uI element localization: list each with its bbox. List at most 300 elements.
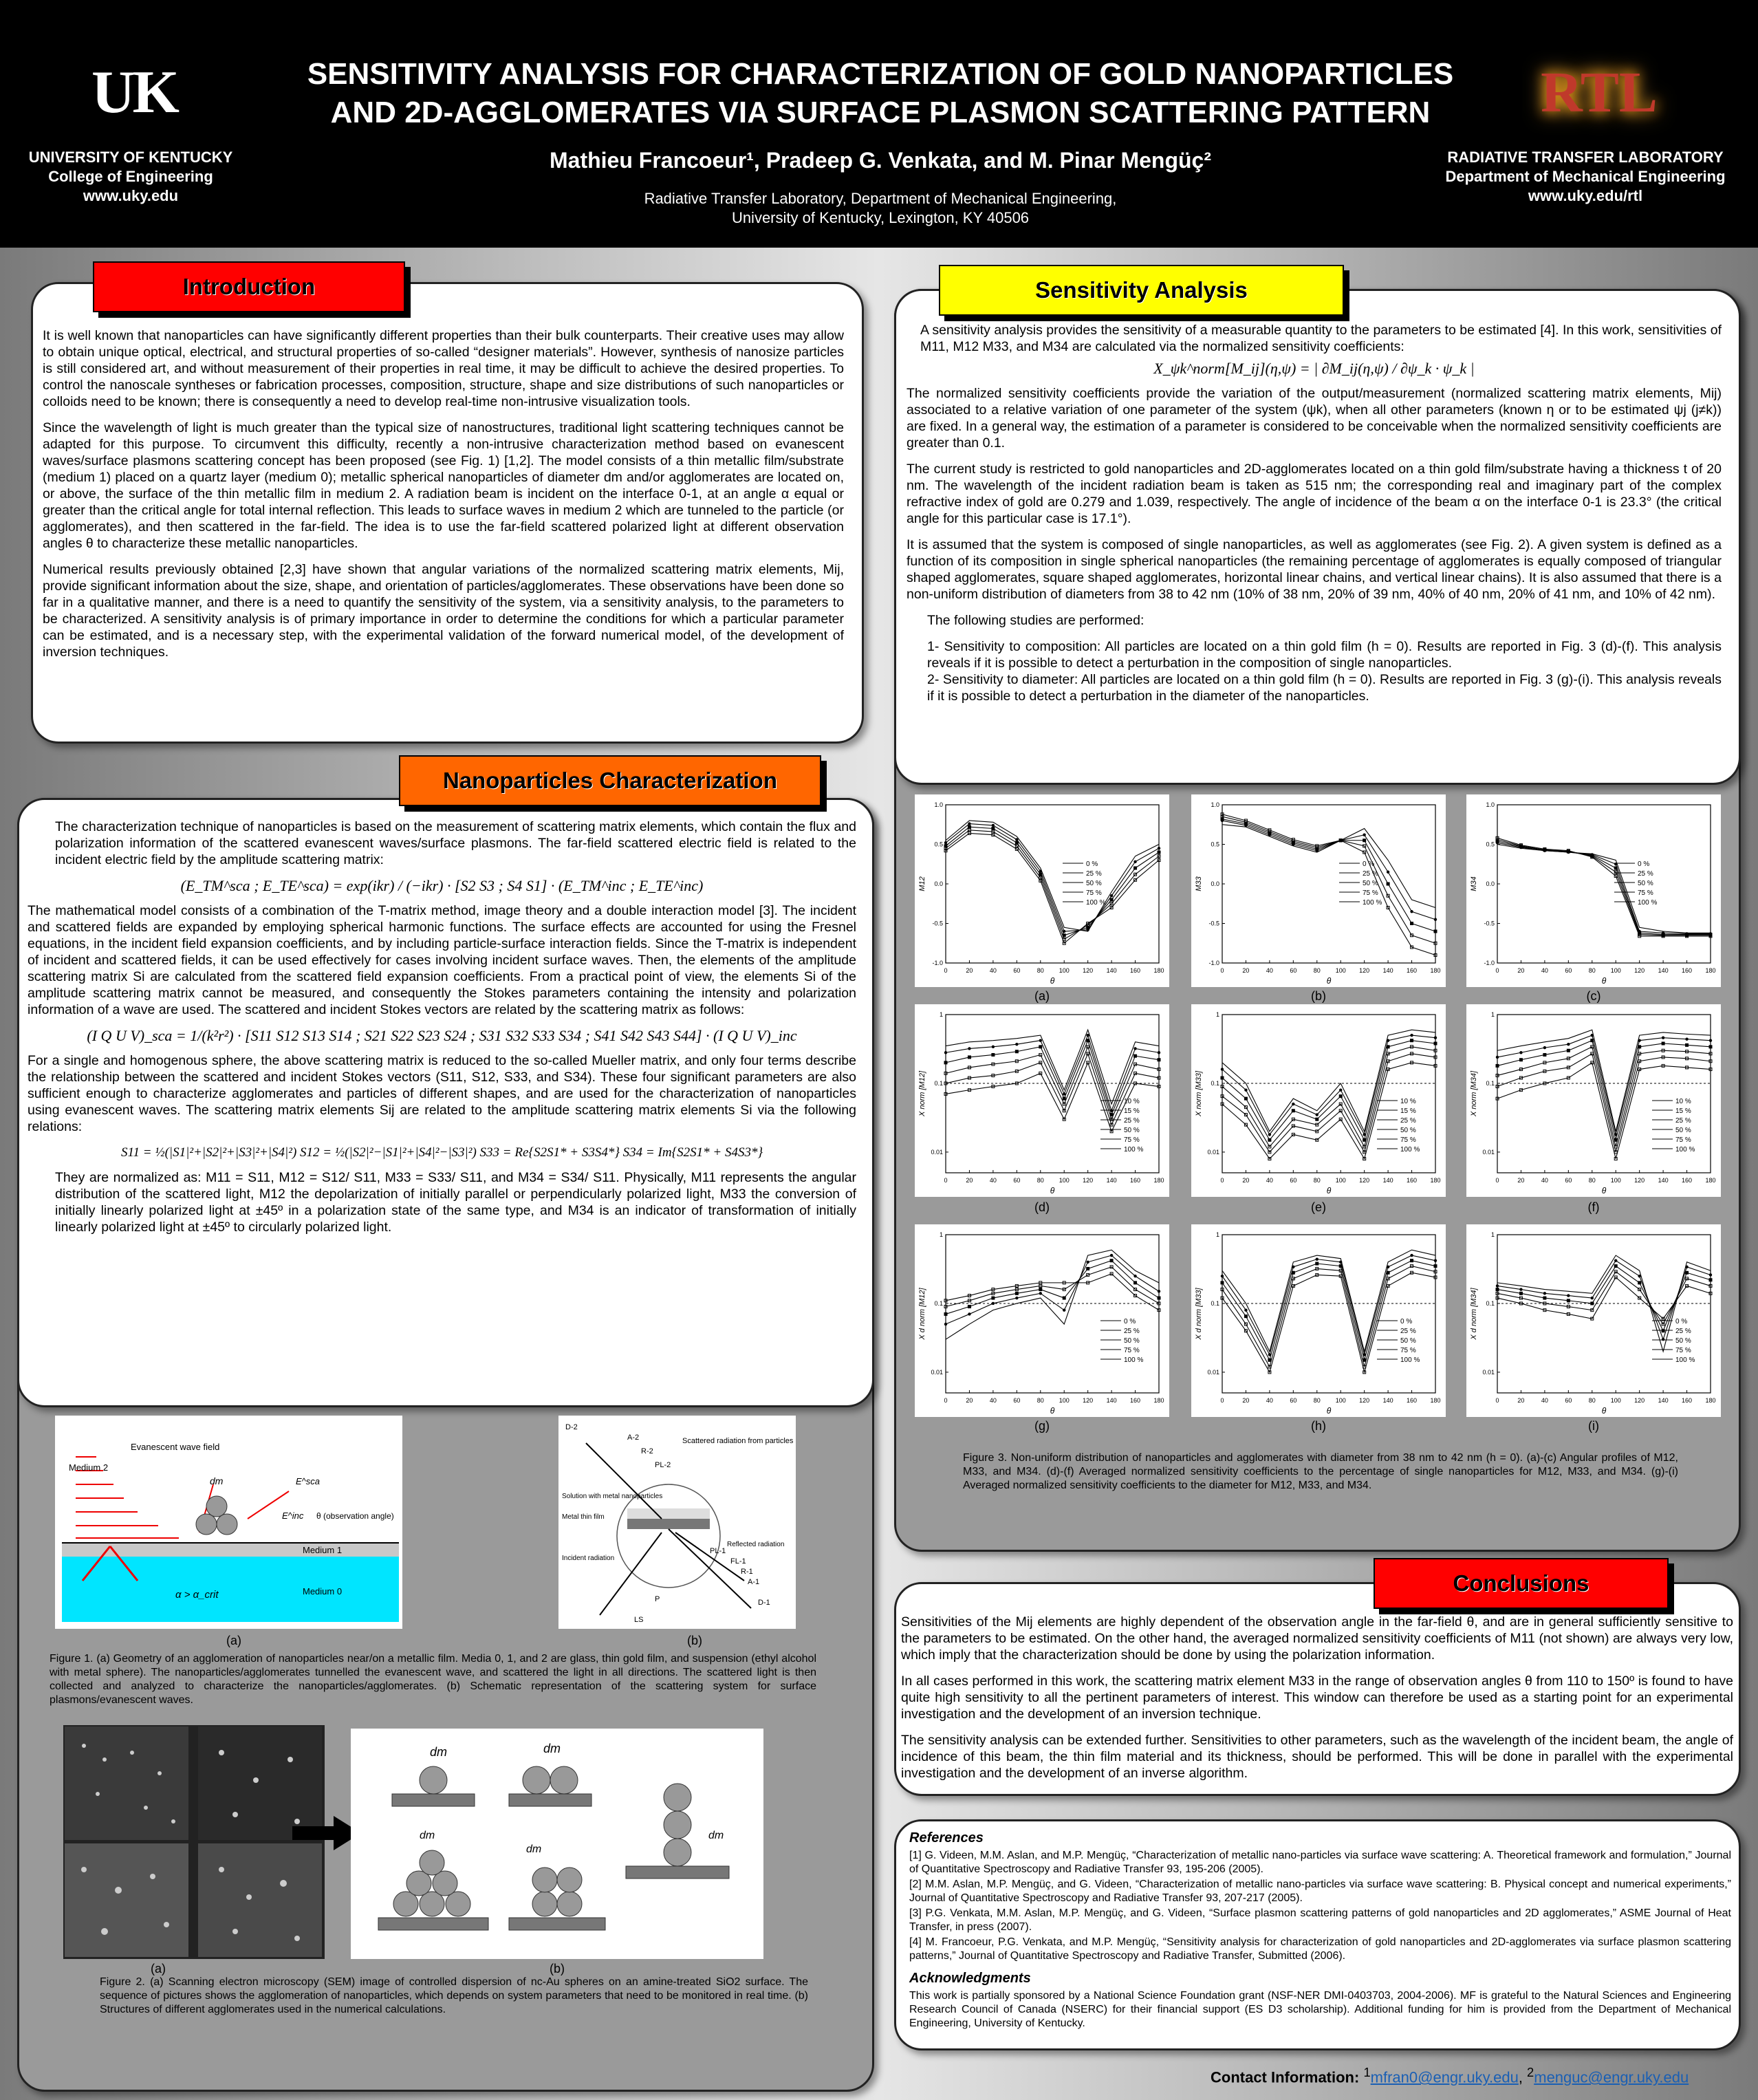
medium0-label: Medium 0 (303, 1586, 343, 1596)
figure-1b (558, 1416, 796, 1629)
einc-label: E^inc (282, 1511, 304, 1521)
y-tick-label: 0.01 (1482, 1368, 1495, 1376)
chart-i (1466, 1224, 1721, 1417)
x-tick-label: 0 (1495, 1177, 1499, 1184)
plot-a (915, 794, 1169, 987)
figure-2a-label: (a) (151, 1962, 166, 1975)
series-line (1222, 816, 1435, 943)
x-tick-label: 140 (1106, 1177, 1117, 1184)
x-tick-label: 180 (1153, 967, 1164, 974)
data-point (992, 827, 995, 830)
y-axis-label: X d norm [M34] (1470, 1288, 1478, 1340)
x-tick-label: 60 (1290, 1177, 1297, 1184)
y-axis-label: M12 (918, 876, 926, 891)
y-tick-label: 1 (939, 1011, 943, 1018)
authors: Mathieu Francoeur¹, Pradeep G. Venkata, and M. Pinar Mengüç² (550, 148, 1211, 173)
affiliation-line: Radiative Transfer Laboratory, Department of Mechanical Engineering, (644, 190, 1117, 207)
data-point (1221, 1068, 1224, 1070)
legend-label: 75 % (1363, 889, 1378, 897)
fig1b-label: FL-1 (730, 1557, 746, 1566)
x-tick-label: 20 (1517, 967, 1525, 974)
reference-item: [3] P.G. Venkata, M.M. Aslan, M.P. Mengüç, and G. Videen, “Surface plasmon scattering patterns of gold nanoparticles and 2D agglomerates,” ASME Journal of Heat Transfer, in press (2007). (909, 1907, 1731, 1933)
legend-label: 75 % (1086, 889, 1102, 897)
data-point (1363, 1358, 1366, 1361)
rtl-logo: RTL (1541, 61, 1658, 125)
legend-label: 10 % (1400, 1098, 1416, 1105)
data-point (968, 1306, 970, 1308)
x-tick-label: 80 (1037, 1177, 1044, 1184)
fig1b-label: PL-2 (655, 1461, 671, 1469)
dm-label: dm (210, 1475, 224, 1486)
data-point (968, 1312, 970, 1315)
data-point (1614, 863, 1617, 865)
scattering-relations-equation: S11 = ½(|S1|²+|S2|²+|S3|²+|S4|²) S12 = ½(|S2|²−|S1|²+|S4|²−|S3|²) S33 = Re{S2S1* + S3S4*} S34 = Im{S2S1* + S4S3*} (120, 1145, 763, 1160)
poster-title (289, 55, 1472, 132)
x-tick-label: 140 (1658, 1177, 1669, 1184)
uk-logo: UK (91, 59, 177, 126)
series-line (1222, 825, 1435, 908)
x-tick-label: 20 (966, 967, 973, 974)
series-line (1222, 1030, 1435, 1132)
legend-label: 100 % (1400, 1146, 1420, 1154)
x-tick-label: 120 (1359, 1397, 1370, 1404)
series-line (1222, 814, 1435, 955)
header (0, 0, 1758, 248)
data-point (1614, 867, 1617, 869)
concl-paragraph: In all cases performed in this work, the scattering matrix element M33 in the range of observation angles θ from 110 to 150º is found to have quite high sensitivity to all the pertinent parameters of interest. This window can therefore be used as a starting point for an experimental investigation and the development of an inversion technique. (901, 1674, 1733, 1722)
reference-item: [2] M.M. Aslan, M.P. Mengüç, and G. Videen, “Characterization of metallic nano-particles via surface wave scattering: B. Physical concept and numerical experiments,” Journal of Quantitative Spectroscopy and Radiative Transfer 93, 207-217 (2005). (909, 1879, 1731, 1904)
legend-label: 100 % (1675, 1146, 1695, 1154)
data-point (1686, 1043, 1689, 1046)
sensitivity-text (907, 322, 1722, 714)
x-tick-label: 160 (1682, 967, 1693, 974)
x-tick-label: 60 (1565, 1177, 1572, 1184)
data-point (1363, 834, 1365, 836)
x-tick-label: 180 (1430, 1397, 1441, 1404)
left-institution-line: College of Engineering (48, 168, 213, 185)
affiliation-line: University of Kentucky, Lexington, KY 40506 (731, 209, 1030, 226)
chart-e (1191, 1004, 1446, 1197)
series-line (946, 1274, 1159, 1310)
medium0-layer (62, 1557, 399, 1622)
data-point (1110, 1259, 1113, 1262)
legend-label: 15 % (1400, 1107, 1416, 1115)
legend-label: 25 % (1675, 1117, 1691, 1125)
x-tick-label: 80 (1037, 967, 1044, 974)
data-point (1158, 1297, 1160, 1299)
acknowledgments-text: This work is partially sponsored by a National Science Foundation grant (NSF-NER DMI-0403703, 2004-2006). MF is grateful to the Natural Sciences and Engineering Research Council of Canada (NSERC) for their financial support (ES D3 scholarship). Additional funding for him is provided from the Department of Mechanical Engineering, University of Kentucky. (909, 1990, 1731, 2029)
y-axis-label: M33 (1195, 876, 1203, 891)
x-tick-label: 80 (1588, 1177, 1596, 1184)
data-point (944, 1323, 947, 1325)
x-tick-label: 20 (1242, 967, 1250, 974)
sens-paragraph: It is assumed that the system is composed of single nanoparticles, as well as agglomerates (see Fig. 2). A given system is defined as a function of its composition in single spherical nanoparticles (the remaining percentage of agglomerates is equally composed of triangular shaped agglomerates, square shaped agglomerates, horizontal linear chains, and vertical linear chains). It is also assumed that there is a non-uniform distribution of diameters from 38 to 42 nm (10% of 38 nm, 20% of 39 nm, 40% of 40 nm, 20% of 41 nm, and 10% of 42 nm). (907, 537, 1722, 602)
x-tick-label: 60 (1565, 1397, 1572, 1404)
data-point (1316, 1118, 1318, 1121)
legend-label: 25 % (1638, 870, 1653, 878)
legend-label: 75 % (1675, 1136, 1691, 1144)
x-tick-label: 160 (1407, 967, 1418, 974)
x-tick-label: 120 (1634, 1397, 1645, 1404)
x-tick-label: 160 (1682, 1177, 1693, 1184)
legend-label: 100 % (1124, 1146, 1144, 1154)
x-axis-label: θ (1326, 1186, 1332, 1195)
x-tick-label: 120 (1634, 1177, 1645, 1184)
data-point (1614, 1259, 1617, 1262)
legend-label: 0 % (1638, 860, 1650, 868)
x-tick-label: 140 (1382, 1177, 1393, 1184)
fig1b-label: D-1 (758, 1599, 770, 1607)
figure-3-caption: Figure 3. Non-uniform distribution of nanoparticles and agglomerates with diameter from 38 nm to 42 nm (h = 0). (a)-(c) Angular profiles of M12, M33, and M34. (d)-(f) Averaged normalized sensitivity coefficients to the percentage of single nanoparticles for M12, M33, and M34. (g)-(i) Averaged normalized sensitivity coefficients to the diameter for M12, M33, and M34. (963, 1452, 1678, 1491)
data-point (1316, 1257, 1318, 1260)
sens-paragraph: 1- Sensitivity to composition: All particles are located on a thin gold film (h = 0). Results are reported in Fig. 3 (d)-(f). This analysis reveals if it is possible to detect a perturbation in the composition of single nanoparticles. (927, 639, 1722, 671)
plot-e (1191, 1004, 1446, 1197)
data-point (1387, 1266, 1389, 1268)
data-point (1039, 1292, 1042, 1295)
figure-2-caption: Figure 2. (a) Scanning electron microscopy (SEM) image of controlled dispersion of nc-Au spheres on an amine-treated SiO2 surface. The sequence of pictures shows the agglomeration of nanoparticles, which depends on system parameters that need to be monitored in real time. (b) Structures of different agglomerates used in the numerical calculations. (100, 1976, 808, 2015)
data-point (1133, 1275, 1136, 1277)
legend-label: 100 % (1086, 899, 1106, 907)
data-point (968, 825, 970, 828)
data-point (1567, 1294, 1570, 1297)
data-point (1086, 1034, 1089, 1037)
medium1-label: Medium 1 (303, 1545, 343, 1555)
plot-frame (946, 805, 1159, 963)
legend-label: 50 % (1363, 880, 1378, 887)
fig1b-label: Reflected radiation (727, 1541, 785, 1548)
chart-g (915, 1224, 1169, 1417)
series-line (946, 830, 1159, 940)
particle (206, 1496, 227, 1517)
x-tick-label: 0 (1220, 1177, 1224, 1184)
conclusions-text (901, 1614, 1733, 1791)
figure-1b-diagram (558, 1416, 796, 1629)
contact-email-2[interactable]: menguc@engr.uky.edu (1534, 2068, 1689, 2086)
x-axis-label: θ (1050, 976, 1055, 986)
x-tick-label: 0 (944, 1397, 948, 1404)
alpha-rule: α > α_crit (175, 1589, 219, 1601)
x-axis-label: θ (1050, 1406, 1055, 1416)
data-point (1567, 1299, 1570, 1302)
data-point (1434, 1037, 1437, 1039)
chart-h (1191, 1224, 1446, 1417)
x-tick-label: 100 (1335, 967, 1346, 974)
legend-label: 0 % (1400, 1318, 1413, 1325)
x-tick-label: 140 (1382, 967, 1393, 974)
data-point (1339, 1265, 1342, 1268)
introduction-heading: Introduction (93, 261, 405, 312)
sem-images (63, 1725, 325, 1959)
data-point (1434, 1265, 1437, 1268)
legend-label: 100 % (1675, 1356, 1695, 1364)
particle (196, 1514, 217, 1535)
x-axis-label: θ (1601, 976, 1607, 986)
x-tick-label: 160 (1682, 1397, 1693, 1404)
data-point (968, 1056, 970, 1059)
data-point (1614, 1265, 1617, 1268)
data-point (1662, 1338, 1664, 1341)
x-tick-label: 20 (1242, 1397, 1250, 1404)
stokes-matrix-equation: (I Q U V)_sca = 1/(k²r²) · [S11 S12 S13 S14 ; S21 S22 S23 S24 ; S31 S32 S33 S34 ; S41 S42 S43 S44] · (I Q U V)_inc (87, 1027, 797, 1044)
data-point (1221, 1275, 1224, 1277)
series-line (946, 824, 1159, 931)
series-line (946, 827, 1159, 935)
data-point (992, 1297, 995, 1299)
data-point (992, 1302, 995, 1305)
dm-label: dm (526, 1843, 542, 1855)
data-point (1158, 1290, 1160, 1292)
acknowledgments-heading: Acknowledgments (909, 1971, 1031, 1986)
y-tick-label: 0.1 (1211, 1079, 1219, 1087)
data-point (1268, 1358, 1271, 1361)
legend-label: 15 % (1675, 1107, 1691, 1115)
y-tick-label: 0.0 (934, 880, 943, 887)
data-point (1614, 1138, 1617, 1141)
data-point (1434, 918, 1437, 921)
y-tick-label: 1 (1490, 1011, 1495, 1018)
fig1b-label: A-1 (748, 1578, 760, 1586)
intro-paragraph: It is well known that nanoparticles can have significantly different properties than their bulk counterparts. Their creative uses may allow to obtain unique optical, electrical, and structural properties of so-called “designer materials”. However, synthesis of nanosize particles is still considered art, and without measurement of their properties in real time, it may be difficult to achieve the desired properties. To control the nanoscale syntheses or fabrication processes, composition, structure, shape and size distributions of such nanoparticles or colloids need to be known; there is consequently a need to develop real-time non-intrusive visualization tools. (43, 328, 844, 409)
fig1b-label: Incident radiation (562, 1555, 615, 1562)
legend-label: 25 % (1675, 1328, 1691, 1335)
data-point (1292, 1103, 1294, 1105)
x-tick-label: 20 (1517, 1397, 1525, 1404)
x-tick-label: 100 (1610, 1177, 1621, 1184)
data-point (1411, 1039, 1413, 1042)
data-point (1685, 1266, 1688, 1268)
data-point (1221, 1076, 1224, 1079)
x-tick-label: 100 (1610, 1397, 1621, 1404)
legend-label: 10 % (1675, 1098, 1691, 1105)
data-point (1039, 1039, 1042, 1041)
right-institution (1424, 148, 1747, 206)
x-tick-label: 100 (1059, 1397, 1070, 1404)
data-point (1591, 1302, 1594, 1305)
data-point (1685, 1037, 1688, 1040)
data-point (1638, 1281, 1641, 1284)
metal-film (627, 1519, 710, 1529)
data-point (1519, 1292, 1522, 1295)
data-point (1015, 838, 1018, 841)
series-line (1497, 841, 1711, 935)
data-point (1063, 1308, 1065, 1311)
figure-1b-label: (b) (687, 1634, 702, 1647)
x-tick-label: 180 (1153, 1177, 1164, 1184)
legend-label: 100 % (1363, 899, 1382, 907)
x-tick-label: 0 (1495, 1397, 1499, 1404)
dm-label: dm (543, 1742, 561, 1755)
legend-label: 75 % (1400, 1136, 1416, 1144)
y-tick-label: 1.0 (1486, 801, 1495, 808)
y-tick-label: 0.5 (934, 841, 943, 848)
x-tick-label: 20 (1517, 1177, 1525, 1184)
x-tick-label: 40 (1266, 1397, 1273, 1404)
data-point (1086, 1261, 1089, 1264)
x-tick-label: 0 (1220, 1397, 1224, 1404)
x-tick-label: 0 (944, 967, 948, 974)
dm-label: dm (430, 1745, 448, 1759)
y-tick-label: 0.0 (1211, 880, 1219, 887)
data-point (1268, 1133, 1271, 1136)
x-tick-label: 120 (1359, 1177, 1370, 1184)
esca-label: E^sca (296, 1476, 321, 1486)
data-point (1411, 922, 1413, 925)
y-tick-label: 0.01 (931, 1368, 943, 1376)
data-point (1709, 1039, 1712, 1041)
particle (217, 1514, 237, 1535)
legend-label: 50 % (1675, 1127, 1691, 1134)
contact-email-1[interactable]: mfran0@engr.uky.edu (1370, 2068, 1519, 2086)
x-axis-label: θ (1601, 1406, 1607, 1416)
figure-1a-label: (a) (226, 1634, 241, 1647)
legend-label: 25 % (1400, 1328, 1416, 1335)
series-line (1497, 1030, 1711, 1132)
legend-label: 75 % (1400, 1347, 1416, 1354)
evanescent-label: Evanescent wave field (131, 1442, 220, 1452)
fig1b-label: A-2 (627, 1433, 640, 1442)
dm-label: dm (708, 1830, 724, 1841)
plot-c (1466, 794, 1721, 987)
series-line (1497, 1041, 1711, 1140)
data-point (1244, 1097, 1247, 1100)
figure-1-caption: Figure 1. (a) Geometry of an agglomeration of nanoparticles near/on a metallic film. Media 0, 1, and 2 are glass, thin gold film, and suspension (ethyl alcohol with metal sphere). The nanoparticles/agglomerates tunnelled the evanescent wave, and scattered the light in all directions. The scattered light is then collected and analyzed to characterize the nanoparticles/agglomerates. (b) Schematic representation of the scattering system for surface plasmons/evanescent waves. (50, 1653, 816, 1706)
x-tick-label: 60 (1290, 967, 1297, 974)
data-point (1434, 1042, 1437, 1045)
x-tick-label: 100 (1335, 1397, 1346, 1404)
x-tick-label: 160 (1130, 967, 1141, 974)
data-point (1316, 1262, 1318, 1265)
y-tick-label: -1.0 (932, 960, 943, 966)
x-tick-label: 180 (1153, 1397, 1164, 1404)
panel-label-c: (c) (1586, 989, 1601, 1003)
legend-label: 10 % (1124, 1098, 1140, 1105)
data-point (1244, 1308, 1247, 1311)
data-point (1133, 860, 1136, 863)
data-point (1158, 1051, 1160, 1054)
data-point (1292, 1266, 1294, 1268)
reference-item: [4] M. Francoeur, P.G. Venkata, and M.P. Mengüç, “Sensitivity analysis for characterization of gold nanoparticles and 2D-agglomerates via surface plasmon scattering patterns,” Journal of Quantitative Spectroscopy and Radiative Transfer, Submitted (2006). (909, 1936, 1731, 1962)
legend-label: 75 % (1675, 1347, 1691, 1354)
references-text (909, 1831, 1731, 2032)
y-tick-label: 0.1 (1486, 1299, 1495, 1307)
y-tick-label: 0.0 (1486, 880, 1495, 887)
figure-2b-agglomerates (351, 1729, 763, 1959)
data-point (968, 822, 970, 825)
contact-label: Contact Information: (1211, 2068, 1360, 2086)
left-institution-url[interactable]: www.uky.edu (83, 187, 179, 204)
x-tick-label: 100 (1610, 967, 1621, 974)
legend-label: 50 % (1124, 1337, 1140, 1345)
data-point (1158, 847, 1160, 849)
fig1b-label: R-2 (641, 1447, 653, 1455)
data-point (1543, 1053, 1546, 1056)
legend-label: 100 % (1400, 1356, 1420, 1364)
fig1b-label: Solution with metal nanoparticles (562, 1493, 663, 1500)
x-tick-label: 60 (1013, 1177, 1021, 1184)
data-point (968, 1047, 970, 1050)
y-tick-label: 0.5 (1211, 841, 1219, 848)
plot-frame (1497, 1235, 1711, 1393)
right-institution-line: Department of Mechanical Engineering (1445, 168, 1726, 185)
sens-paragraph: A sensitivity analysis provides the sensitivity of a measurable quantity to the parameters to be estimated [4]. In this work, sensitivities of M11, M12 M33, and M34 are calculated via the normalized sensitivity coefficients: (920, 323, 1722, 354)
series-line (1222, 821, 1435, 920)
data-point (1158, 851, 1160, 854)
legend-label: 50 % (1400, 1127, 1416, 1134)
data-point (1387, 871, 1389, 874)
x-axis-label: θ (1601, 1186, 1607, 1195)
x-tick-label: 180 (1705, 967, 1716, 974)
data-point (944, 1051, 947, 1054)
data-point (1496, 1064, 1499, 1067)
series-line (1497, 840, 1711, 935)
data-point (1662, 1042, 1664, 1045)
series-line (1497, 1277, 1711, 1319)
data-point (1110, 898, 1113, 901)
data-point (1087, 1039, 1089, 1042)
data-point (1662, 1037, 1664, 1039)
x-tick-label: 0 (1220, 967, 1224, 974)
y-tick-label: -1.0 (1208, 960, 1219, 966)
right-institution-url[interactable]: www.uky.edu/rtl (1528, 187, 1643, 204)
data-point (1638, 1039, 1640, 1041)
x-tick-label: 40 (1541, 1397, 1548, 1404)
data-point (1015, 1292, 1018, 1295)
x-tick-label: 40 (989, 967, 997, 974)
chart-d (915, 1004, 1169, 1197)
data-point (1015, 1050, 1018, 1053)
x-tick-label: 140 (1658, 967, 1669, 974)
reference-item: [1] G. Videen, M.M. Aslan, and M.P. Mengüç, “Characterization of metallic nano-particles via surface wave scattering: A. Theoretical framework and formulation,” Journal of Quantitative Spectroscopy and Radiative Transfer 93, 195-206 (2005). (909, 1850, 1731, 1875)
y-tick-label: 0.01 (1207, 1368, 1219, 1376)
y-tick-label: 1.0 (934, 801, 943, 808)
x-tick-label: 40 (989, 1177, 997, 1184)
x-tick-label: 160 (1407, 1177, 1418, 1184)
x-tick-label: 120 (1083, 1397, 1094, 1404)
legend-label: 50 % (1400, 1337, 1416, 1345)
data-point (1519, 1051, 1522, 1054)
x-tick-label: 40 (1541, 967, 1548, 974)
data-point (1567, 1043, 1570, 1046)
x-tick-label: 20 (1242, 1177, 1250, 1184)
x-tick-label: 40 (1541, 1177, 1548, 1184)
x-tick-label: 160 (1407, 1397, 1418, 1404)
y-axis-label: X norm [M34] (1470, 1070, 1478, 1117)
medium2-label: Medium 2 (69, 1462, 109, 1473)
data-point (1543, 1046, 1546, 1049)
x-tick-label: 180 (1705, 1397, 1716, 1404)
sens-paragraph: The normalized sensitivity coefficients provide the variation of the output/measurement (normalized scattering matrix elements, Mij) associated to a relative variation of one parameter of the system (ψk), when all other parameters (known η or to be estimated ψj (j≠k)) are fixed. In a general way, the estimation of a parameter is considered to be conceivable when the normalized sensitivity coefficients are greater than 0.1. (907, 386, 1722, 451)
x-tick-label: 80 (1588, 1397, 1596, 1404)
x-tick-label: 160 (1130, 1397, 1141, 1404)
legend-label: 25 % (1363, 870, 1378, 878)
y-tick-label: 1 (1490, 1231, 1495, 1238)
y-tick-label: -0.5 (1208, 920, 1219, 927)
x-tick-label: 0 (944, 1177, 948, 1184)
data-point (1662, 1330, 1664, 1332)
agglomerate-structures (351, 1729, 763, 1959)
series-line (946, 1267, 1159, 1307)
data-point (1039, 869, 1042, 872)
nano-paragraph: The characterization technique of nanoparticles is based on the measurement of scattering matrix elements, which contain the flux and polarization information of the scattered evanescent waves/surface plasmons. The far-field scattered electric field is related to the incident electric field by the amplitude scattering matrix: (55, 819, 856, 867)
y-axis-label: X d norm [M33] (1195, 1288, 1203, 1340)
legend-label: 25 % (1400, 1117, 1416, 1125)
y-tick-label: 1 (1215, 1231, 1219, 1238)
data-point (992, 1046, 995, 1048)
series-line (1222, 819, 1435, 931)
chart-c (1466, 794, 1721, 987)
plot-frame (946, 1235, 1159, 1393)
x-tick-label: 60 (1290, 1397, 1297, 1404)
